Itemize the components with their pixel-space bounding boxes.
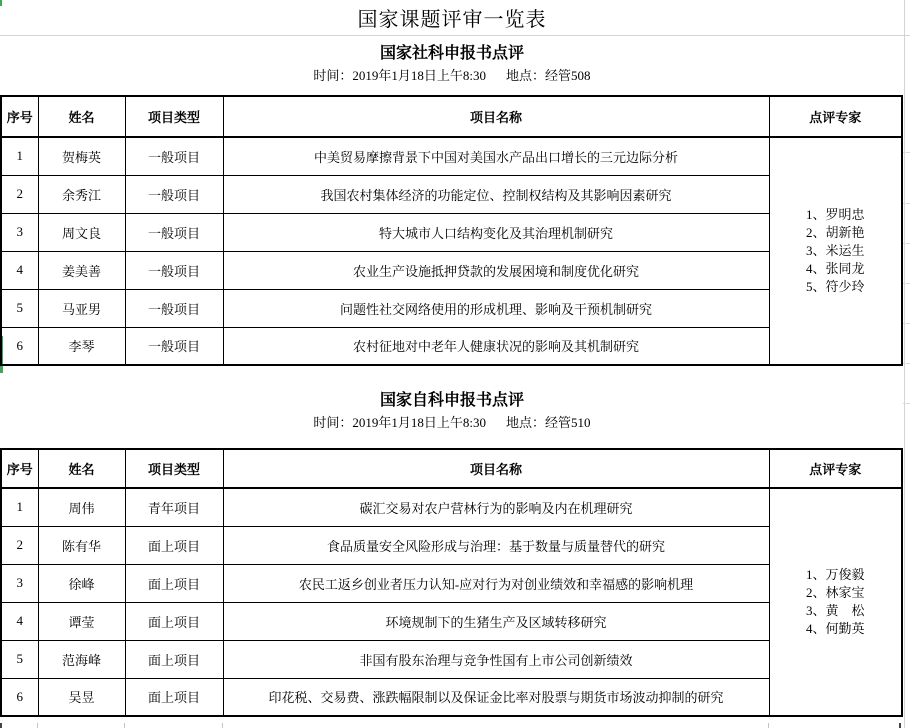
cell-no: 2 bbox=[1, 175, 38, 213]
table-row bbox=[1, 602, 902, 640]
cell-name: 马亚男 bbox=[38, 289, 125, 327]
expert-item: 3、黄 松 bbox=[805, 603, 865, 618]
social-science-review-table bbox=[0, 95, 903, 366]
table-row bbox=[1, 640, 902, 678]
cell-no: 4 bbox=[1, 251, 38, 289]
experts-list bbox=[806, 566, 865, 638]
cell-no: 5 bbox=[1, 289, 38, 327]
expert-item: 1、万俊毅 bbox=[805, 567, 865, 582]
cell-no: 6 bbox=[1, 327, 38, 365]
page-title: 国家课题评审一览表 bbox=[357, 8, 547, 31]
column-header-experts: 点评专家 bbox=[769, 449, 902, 488]
cutoff-border-stub bbox=[37, 723, 38, 728]
table-row bbox=[1, 327, 902, 365]
excel-row-gridline-tick bbox=[903, 363, 910, 364]
cutoff-border-stub bbox=[0, 723, 2, 728]
cell-no: 2 bbox=[1, 526, 38, 564]
cell-type: 面上项目 bbox=[125, 602, 223, 640]
excel-row-gridline bbox=[0, 35, 910, 36]
table-row bbox=[1, 678, 902, 716]
cell-no: 5 bbox=[1, 640, 38, 678]
cell-name: 李琴 bbox=[38, 327, 125, 365]
excel-row-gridline-tick bbox=[903, 203, 910, 204]
table-row bbox=[1, 526, 902, 564]
expert-item: 5、符少玲 bbox=[805, 279, 865, 294]
cell-project: 环境规制下的生猪生产及区域转移研究 bbox=[223, 602, 769, 640]
section-2-time: 时间：2019年1月18日上午8:30 bbox=[313, 415, 487, 430]
section-1-header bbox=[0, 44, 904, 86]
cell-name: 贺梅英 bbox=[38, 137, 125, 175]
section-1-time: 时间：2019年1月18日上午8:30 bbox=[313, 68, 487, 83]
cell-name: 姜美善 bbox=[38, 251, 125, 289]
cell-name: 陈有华 bbox=[38, 526, 125, 564]
experts-cell bbox=[769, 137, 902, 365]
expert-item: 4、张同龙 bbox=[805, 261, 865, 276]
cutoff-border-stub bbox=[768, 723, 769, 728]
expert-item: 2、林家宝 bbox=[805, 585, 865, 600]
cell-type: 面上项目 bbox=[125, 640, 223, 678]
section-1-title: 国家社科申报书点评 bbox=[379, 45, 524, 62]
cell-name: 谭莹 bbox=[38, 602, 125, 640]
cutoff-border-stub bbox=[124, 723, 125, 728]
cell-type: 一般项目 bbox=[125, 289, 223, 327]
excel-row-gridline-tick bbox=[903, 243, 910, 244]
cell-type: 面上项目 bbox=[125, 564, 223, 602]
cell-name: 周伟 bbox=[38, 488, 125, 526]
page-title-row bbox=[0, 0, 904, 34]
expert-item: 2、胡新艳 bbox=[805, 225, 865, 240]
section-1-schedule bbox=[0, 66, 904, 86]
cell-type: 面上项目 bbox=[125, 526, 223, 564]
excel-row-gridline-tick bbox=[903, 152, 910, 153]
cell-project: 农村征地对中老年人健康状况的影响及其机制研究 bbox=[223, 327, 769, 365]
expert-item: 1、罗明忠 bbox=[805, 207, 865, 222]
column-header-no: 序号 bbox=[1, 96, 38, 137]
column-header-type: 项目类型 bbox=[125, 96, 223, 137]
cell-type: 青年项目 bbox=[125, 488, 223, 526]
column-header-no: 序号 bbox=[1, 449, 38, 488]
table-row bbox=[1, 564, 902, 602]
cell-name: 余秀江 bbox=[38, 175, 125, 213]
cell-project: 中美贸易摩擦背景下中国对美国水产品出口增长的三元边际分析 bbox=[223, 137, 769, 175]
column-header-name: 姓名 bbox=[38, 449, 125, 488]
cell-no: 4 bbox=[1, 602, 38, 640]
experts-list bbox=[806, 206, 865, 296]
cutoff-border-stub bbox=[222, 723, 223, 728]
cell-type: 一般项目 bbox=[125, 251, 223, 289]
table-header-row bbox=[1, 449, 902, 488]
cell-name: 吴昱 bbox=[38, 678, 125, 716]
cell-no: 1 bbox=[1, 488, 38, 526]
natural-science-review-table bbox=[0, 448, 903, 717]
cell-name: 周文良 bbox=[38, 213, 125, 251]
table-row bbox=[1, 289, 902, 327]
excel-row-gridline-tick bbox=[903, 323, 910, 324]
column-header-experts: 点评专家 bbox=[769, 96, 902, 137]
cell-project: 我国农村集体经济的功能定位、控制权结构及其影响因素研究 bbox=[223, 175, 769, 213]
cell-no: 3 bbox=[1, 213, 38, 251]
experts-cell bbox=[769, 488, 902, 716]
cell-name: 范海峰 bbox=[38, 640, 125, 678]
cell-project: 印花税、交易费、涨跌幅限制以及保证金比率对股票与期货市场波动抑制的研究 bbox=[223, 678, 769, 716]
table-header-row bbox=[1, 96, 902, 137]
cell-project: 食品质量安全风险形成与治理：基于数量与质量替代的研究 bbox=[223, 526, 769, 564]
cutoff-border-stub bbox=[899, 723, 901, 728]
column-header-name: 姓名 bbox=[38, 96, 125, 137]
cell-project: 特大城市人口结构变化及其治理机制研究 bbox=[223, 213, 769, 251]
table-row bbox=[1, 137, 902, 175]
cell-name: 徐峰 bbox=[38, 564, 125, 602]
section-1-location: 地点：经管508 bbox=[506, 68, 591, 83]
section-2-header bbox=[0, 391, 904, 433]
section-2-schedule bbox=[0, 413, 904, 433]
cell-project: 问题性社交网络使用的形成机理、影响及干预机制研究 bbox=[223, 289, 769, 327]
column-header-type: 项目类型 bbox=[125, 449, 223, 488]
cell-type: 一般项目 bbox=[125, 327, 223, 365]
table-row bbox=[1, 213, 902, 251]
table-row bbox=[1, 175, 902, 213]
cell-type: 一般项目 bbox=[125, 213, 223, 251]
cell-no: 1 bbox=[1, 137, 38, 175]
column-header-project: 项目名称 bbox=[223, 449, 769, 488]
cell-project: 农民工返乡创业者压力认知-应对行为对创业绩效和幸福感的影响机理 bbox=[223, 564, 769, 602]
table-row bbox=[1, 251, 902, 289]
excel-column-gridline bbox=[904, 0, 905, 728]
cell-type: 一般项目 bbox=[125, 175, 223, 213]
section-2-location: 地点：经管510 bbox=[506, 415, 591, 430]
column-header-project: 项目名称 bbox=[223, 96, 769, 137]
section-2-title: 国家自科申报书点评 bbox=[379, 392, 524, 409]
excel-row-gridline-tick bbox=[903, 283, 910, 284]
cell-no: 6 bbox=[1, 678, 38, 716]
cell-project: 碳汇交易对农户营林行为的影响及内在机理研究 bbox=[223, 488, 769, 526]
expert-item: 4、何勤英 bbox=[805, 621, 865, 636]
cell-no: 3 bbox=[1, 564, 38, 602]
cell-project: 非国有股东治理与竞争性国有上市公司创新绩效 bbox=[223, 640, 769, 678]
expert-item: 3、米运生 bbox=[805, 243, 865, 258]
cell-type: 面上项目 bbox=[125, 678, 223, 716]
cell-project: 农业生产设施抵押贷款的发展困境和制度优化研究 bbox=[223, 251, 769, 289]
excel-row-gridline-tick bbox=[903, 403, 910, 404]
table-row bbox=[1, 488, 902, 526]
cell-type: 一般项目 bbox=[125, 137, 223, 175]
